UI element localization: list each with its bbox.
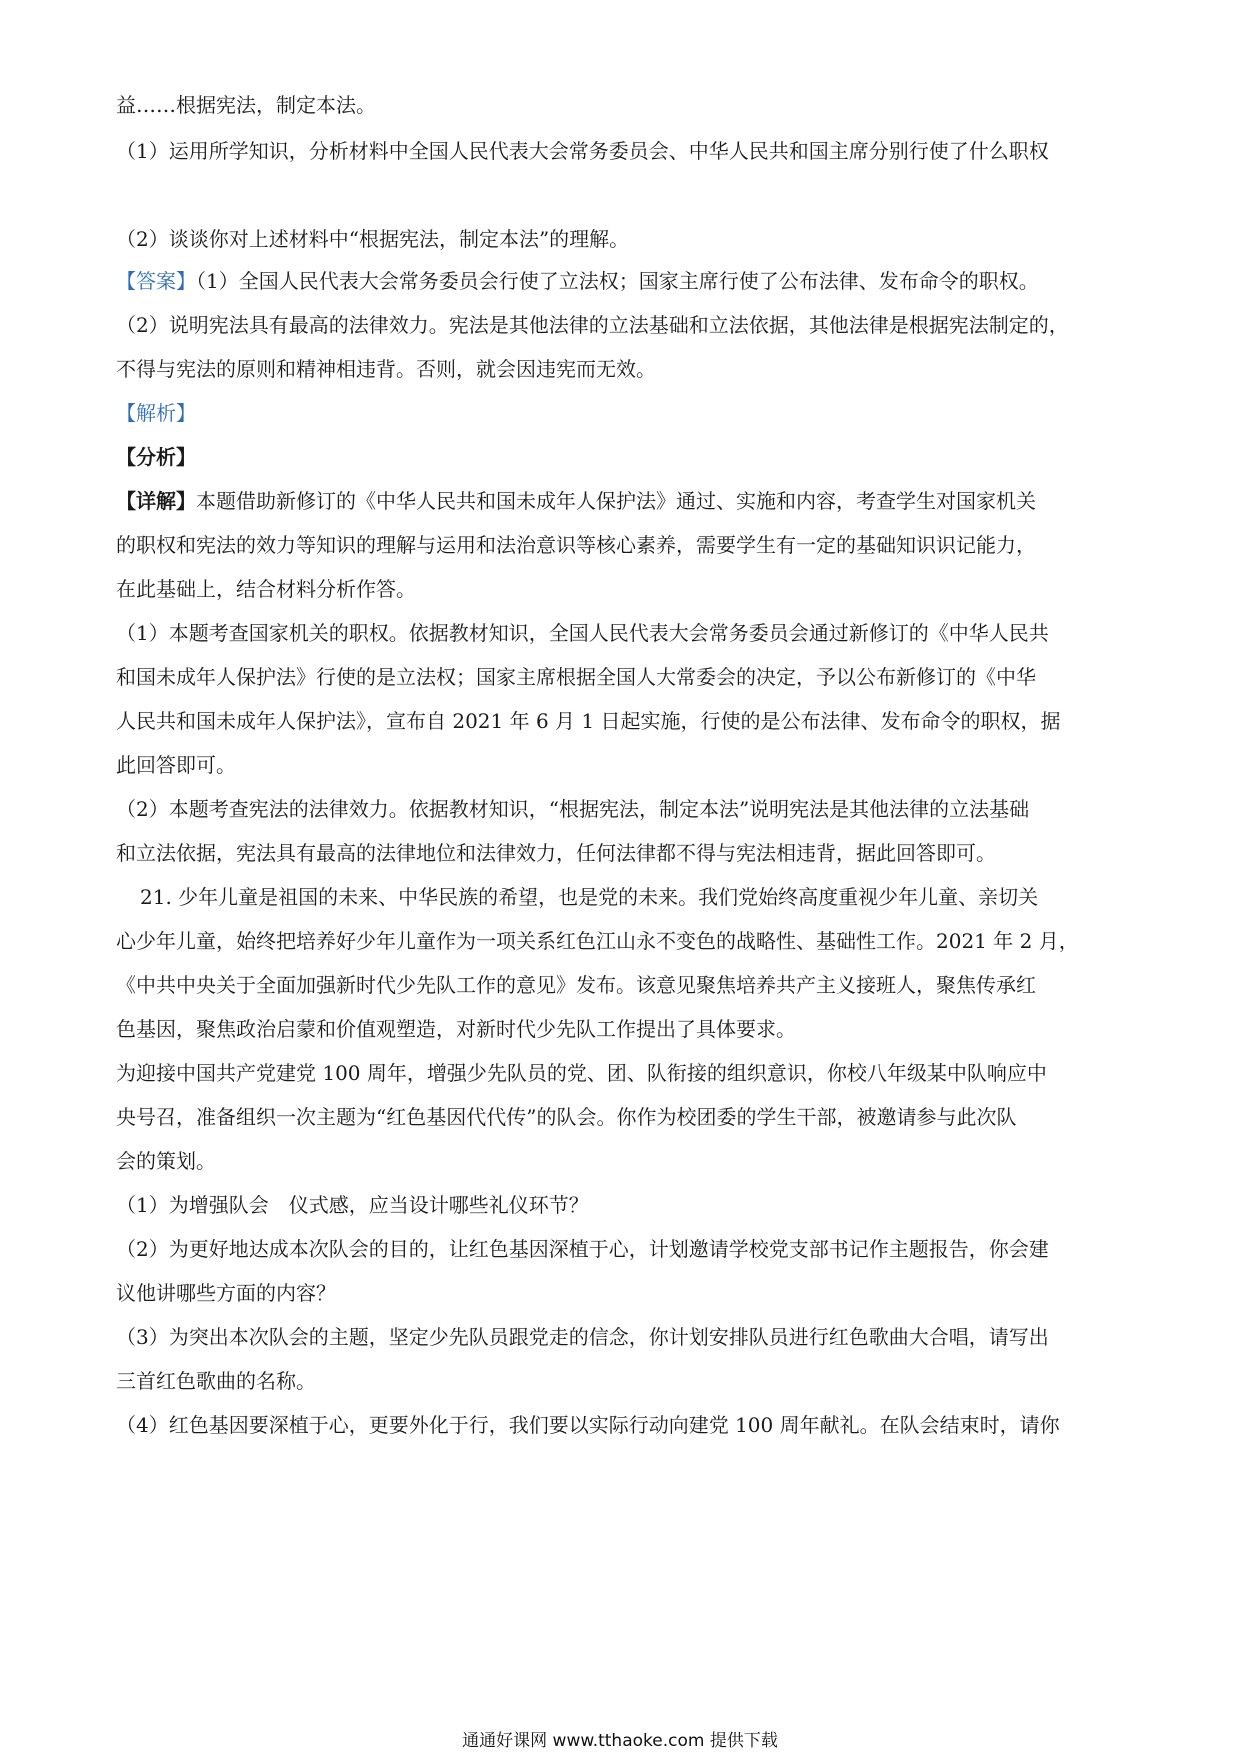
question-1: （1）运用所学知识，分析材料中全国人民代表大会常务委员会、中华人民共和国主席分别行使了什么职权: [116, 139, 1049, 163]
answer-text-1: （1）全国人民代表大会常务委员会行使了立法权；国家主席行使了公布法律、发布命令的职权。: [196, 269, 1039, 293]
fenxi-label: 【分析】: [116, 445, 196, 469]
q21-sub-2a: （2）为更好地达成本次队会的目的，让红色基因深植于心，计划邀请学校党支部书记作主题报告，你会建: [116, 1237, 1049, 1261]
q21-sub-3a: （3）为突出本次队会的主题，坚定少先队员跟党走的信念，你计划安排队员进行红色歌曲大合唱，请写出: [116, 1325, 1049, 1349]
answer-line-1: [116, 266, 1136, 296]
q21-sub-3b: 三首红色歌曲的名称。: [116, 1369, 316, 1393]
detail-line-9: 和立法依据，宪法具有最高的法律地位和法律效力，任何法律都不得与宪法相违背，据此回答即可。: [116, 841, 996, 865]
q21-line-3: 《中共中央关于全面加强新时代少先队工作的意见》发布。该意见聚焦培养共产主义接班人，聚焦传承红: [116, 973, 1036, 997]
q21-line-4: 色基因，聚焦政治启蒙和价值观塑造，对新时代少先队工作提出了具体要求。: [116, 1017, 796, 1041]
footer-watermark: 通通好课网 www.tthaoke.com 提供下载: [462, 1731, 778, 1751]
detail-line-3: 在此基础上，结合材料分析作答。: [116, 577, 416, 601]
q21-line-2: 心少年儿童，始终把培养好少年儿童作为一项关系红色江山永不变色的战略性、基础性工作。2021 年 2 月，: [116, 929, 1079, 953]
answer-label: 【答案】: [116, 269, 196, 293]
detail-line-5: 和国未成年人保护法》行使的是立法权；国家主席根据全国人大常委会的决定，予以公布新修订的《中华: [116, 665, 1036, 689]
detail-line-1: [116, 486, 1136, 516]
q21-context-1: 为迎接中国共产党建党 100 周年，增强少先队员的党、团、队衔接的组织意识，你校八年级某中队响应中: [116, 1061, 1047, 1085]
detail-text-1: 本题借助新修订的《中华人民共和国未成年人保护法》通过、实施和内容，考查学生对国家机关: [196, 489, 1036, 513]
detail-line-7: 此回答即可。: [116, 753, 236, 777]
q21-context-2: 央号召，准备组织一次主题为“红色基因代代传”的队会。你作为校团委的学生干部，被邀请参与此次队: [116, 1105, 1017, 1129]
q21-context-3: 会的策划。: [116, 1149, 216, 1173]
detail-line-4: （1）本题考查国家机关的职权。依据教材知识，全国人民代表大会常务委员会通过新修订的《中华人民共: [116, 621, 1049, 645]
detail-line-8: （2）本题考查宪法的法律效力。依据教材知识，“根据宪法，制定本法”说明宪法是其他法律的立法基础: [116, 797, 1030, 821]
detail-label: 【详解】: [116, 489, 196, 513]
answer-line-3: 不得与宪法的原则和精神相违背。否则，就会因违宪而无效。: [116, 357, 656, 381]
detail-line-2: 的职权和宪法的效力等知识的理解与运用和法治意识等核心素养，需要学生有一定的基础知识识记能力，: [116, 533, 1036, 557]
q21-sub-1: （1）为增强队会 仪式感，应当设计哪些礼仪环节？: [116, 1193, 589, 1217]
analysis-label: 【解析】: [116, 401, 196, 425]
question-2: （2）谈谈你对上述材料中“根据宪法，制定本法”的理解。: [116, 227, 630, 251]
q21-sub-4: （4）红色基因要深植于心，更要外化于行，我们要以实际行动向建党 100 周年献礼。在队会结束时，请你: [116, 1413, 1060, 1437]
detail-line-6: 人民共和国未成年人保护法》，宣布自 2021 年 6 月 1 日起实施，行使的是公布法律、发布命令的职权，据: [116, 709, 1061, 733]
q21-sub-2b: 议他讲哪些方面的内容？: [116, 1281, 336, 1305]
q21-line-1: 21. 少年儿童是祖国的未来、中华民族的希望，也是党的未来。我们党始终高度重视少年儿童、亲切关: [140, 885, 1039, 909]
answer-line-2: （2）说明宪法具有最高的法律效力。宪法是其他法律的立法基础和立法依据，其他法律是根据宪法制定的，: [116, 313, 1069, 337]
text-line: 益……根据宪法，制定本法。: [116, 93, 376, 117]
